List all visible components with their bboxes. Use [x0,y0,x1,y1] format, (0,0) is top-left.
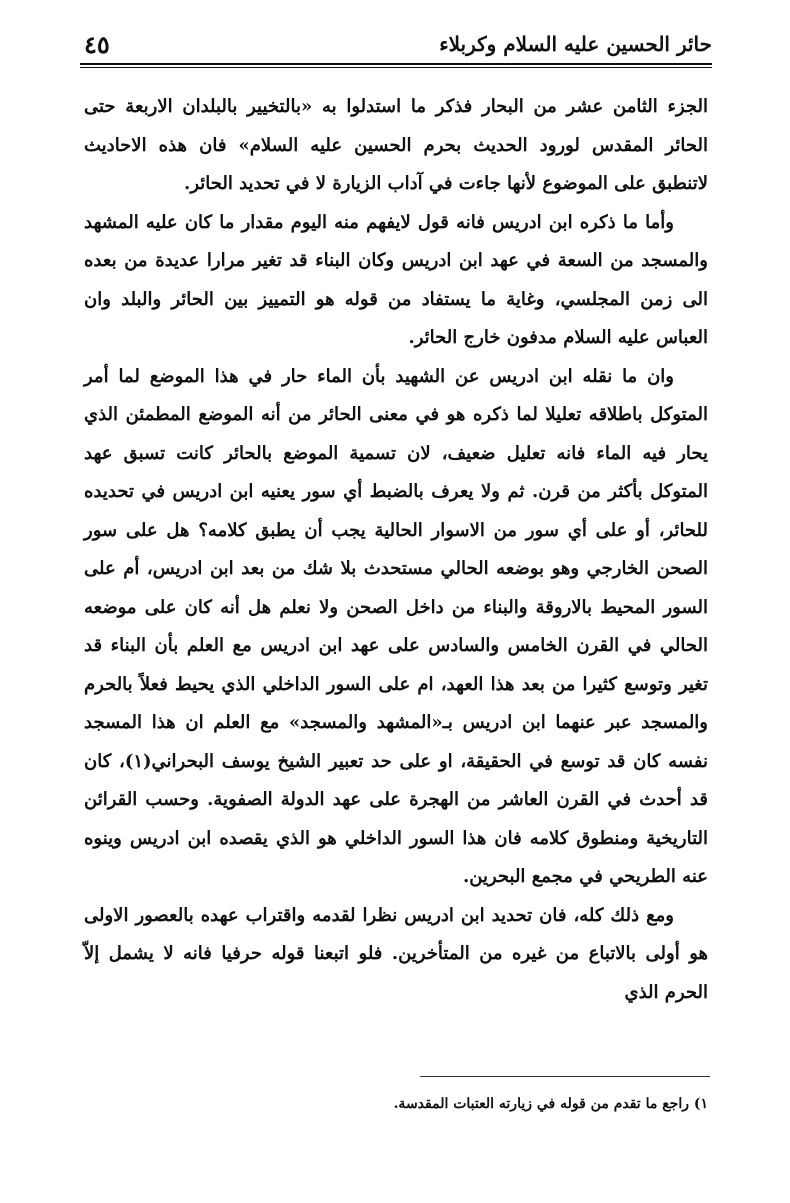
paragraph: وان ما نقله ابن ادريس عن الشهيد بأن الماء حار في هذا الموضع لما أمر المتوكل باطلاقه تعليلا لما ذكره هو في معنى الحائر من أنه الموضع المطمئن الذي يحار فيه الماء فانه تعليل ضعيف، لان تسمية الموضع بالحائر كانت تسبق عهد المتوكل بأكثر من قرن. ثم ولا يعرف بالضبط أي سور يعنيه ابن ادريس في تحديده للحائر، أو على أي سور من الاسوار الحالية يجب أن يطبق كلامه؟ هل على سور الصحن الخارجي وهو بوضعه الحالي مستحدث بلا شك من بعد ابن ادريس، أم على السور المحيط بالاروقة والبناء من داخل الصحن ولا نعلم هل أنه كان على موضعه الحالي في القرن الخامس والسادس على عهد ابن ادريس مع العلم بأن البناء قد تغير وتوسع كثيرا من بعد هذا العهد، ام على السور الداخلي الذي يحيط فعلاً بالحرم والمسجد عبر عنهما ابن ادريس بـ«المشهد والمسجد» مع العلم ان هذا المسجد نفسه كان قد توسع في الحقيقة، او على حد تعبير الشيخ يوسف البحراني(١)، كان قد أحدث في القرن العاشر من الهجرة على عهد الدولة الصفوية. وحسب القرائن التاريخية ومنطوق كلامه فان هذا السور الداخلي هو الذي يقصده ابن ادريس وينوه عنه الطريحي في مجمع البحرين. [84,365,708,887]
header-title: حائر الحسين عليه السلام وكربلاء [439,32,712,56]
paragraph: ومع ذلك كله، فان تحديد ابن ادريس نظرا لقدمه واقتراب عهده بالعصور الاولى هو أولى بالاتباع من غيره من المتأخرين. فلو اتبعنا قوله حرفيا فانه لا يشمل إلاّ الحرم الذي [84,904,708,1003]
footnote: ١) راجع ما تقدم من قوله في زيارته العتبات المقدسة. [393,1096,708,1112]
footnote-rule [420,1076,710,1077]
paragraph: وأما ما ذكره ابن ادريس فانه قول لايفهم منه اليوم مقدار ما كان عليه المشهد والمسجد من السعة في عهد ابن ادريس وكان البناء قد تغير مرارا عديدة من بعده الى زمن المجلسي، وغاية ما يستفاد من قوله هو التمييز بين الحائر والبلد وان العباس عليه السلام مدفون خارج الحائر. [84,211,708,348]
page-number: ٤٥ [84,30,110,59]
body-text [84,88,708,1012]
paragraph: الجزء الثامن عشر من البحار فذكر ما استدلوا به «بالتخيير بالبلدان الاربعة حتى الحائر المقدس لورود الحديث بحرم الحسين عليه السلام» فان هذه الاحاديث لاتنطبق على الموضوع لأنها جاءت في آداب الزيارة لا في تحديد الحائر. [84,96,708,194]
running-header [80,26,712,66]
header-rule [80,63,712,68]
